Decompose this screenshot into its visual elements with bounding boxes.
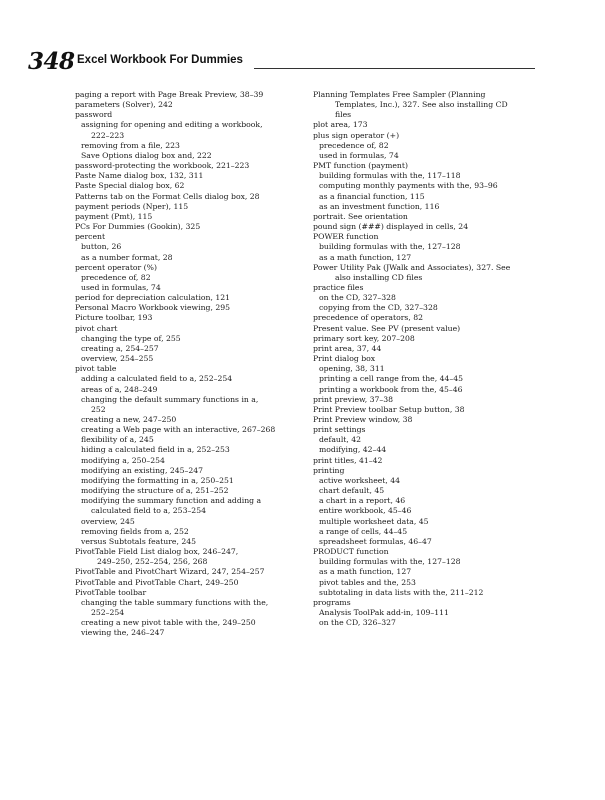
index-subentry: viewing the, 246–247 (81, 628, 165, 638)
index-subentry: hiding a calculated field in a, 252–253 (81, 445, 230, 455)
index-entry: print titles, 41–42 (313, 455, 383, 465)
index-subentry: modifying a, 250–254 (81, 455, 165, 465)
index-subentry: subtotaling in data lists with the, 211–212 (319, 587, 484, 597)
index-subentry: precedence of, 82 (81, 272, 151, 282)
index-entry: Paste Special dialog box, 62 (75, 181, 185, 191)
index-subentry: default, 42 (319, 435, 362, 445)
index-entry: PivotTable and PivotChart Wizard, 247, 254–257 (75, 567, 265, 577)
index-subentry: used in formulas, 74 (81, 282, 161, 292)
index-subentry: active worksheet, 44 (319, 475, 401, 485)
index-subentry: as a financial function, 115 (319, 191, 425, 201)
index-entry: print preview, 37–38 (313, 394, 393, 404)
index-entry: PivotTable toolbar (75, 587, 147, 597)
index-entry: Patterns tab on the Format Cells dialog box, 28 (75, 191, 260, 201)
index-entry: payment periods (Nper), 115 (75, 201, 189, 211)
index-entry: Paste Name dialog box, 132, 311 (75, 171, 204, 181)
index-entry: precedence of operators, 82 (313, 313, 424, 323)
index-subentry: Analysis ToolPak add-in, 109–111 (319, 607, 449, 617)
index-entry: password-protecting the workbook, 221–223 (75, 161, 250, 171)
page-number: 348 (28, 48, 75, 75)
index-subentry: opening, 38, 311 (319, 364, 385, 374)
index-subentry: button, 26 (81, 242, 122, 252)
index-subentry: changing the table summary functions with the, (81, 597, 269, 607)
index-entry: Picture toolbar, 193 (75, 313, 153, 323)
index-entry: plot area, 173 (313, 120, 368, 130)
index-subentry: creating a new pivot table with the, 249–250 (81, 618, 256, 628)
book-title: Excel Workbook For Dummies (77, 54, 243, 66)
index-entry: PMT function (payment) (313, 161, 408, 171)
index-subentry: creating a new, 247–250 (81, 415, 177, 424)
index-subentry: adding a calculated field to a, 252–254 (81, 374, 233, 384)
index-entry: parameters (Solver), 242 (75, 100, 173, 110)
index-entry: paging a report with Page Break Preview, 38–39 (75, 90, 264, 99)
index-subentry: building formulas with the, 127–128 (319, 242, 461, 252)
index-entry: password (75, 110, 113, 120)
index-entry: Personal Macro Workbook viewing, 295 (75, 303, 231, 313)
index-entry: PCs For Dummies (Gookin), 325 (75, 222, 201, 232)
index-subentry: building formulas with the, 127–128 (319, 557, 461, 567)
index-subentry: calculated field to a, 253–254 (91, 506, 206, 516)
index-subentry: 252–254 (91, 607, 125, 617)
index-subentry: modifying the summary function and adding a (81, 496, 262, 506)
index-subentry: modifying the formatting in a, 250–251 (81, 475, 234, 485)
header-rule (254, 68, 535, 69)
index-subentry: Save Options dialog box and, 222 (81, 150, 212, 160)
index-entry: programs (313, 597, 351, 607)
index-entry: PivotTable Field List dialog box, 246–247, (75, 547, 239, 557)
index-subentry: printing a workbook from the, 45–46 (319, 384, 463, 394)
index-subentry: as a math function, 127 (319, 567, 412, 577)
index-subentry: pivot tables and the, 253 (319, 577, 416, 587)
index-subentry: as a number format, 28 (81, 252, 173, 262)
index-subentry: removing fields from a, 252 (81, 526, 189, 536)
index-entry: percent (75, 232, 106, 242)
index-entry: PRODUCT function (313, 547, 389, 557)
index-entry: Print Preview window, 38 (313, 415, 413, 424)
index-subentry: areas of a, 248–249 (81, 384, 158, 394)
index-subentry: on the CD, 326–327 (319, 618, 396, 628)
index-subentry: a chart in a report, 46 (319, 496, 406, 506)
index-entry: period for depreciation calculation, 121 (75, 293, 231, 303)
index-entry: print area, 37, 44 (313, 343, 382, 353)
index-subentry: flexibility of a, 245 (81, 435, 154, 445)
index-entry: print settings (313, 425, 366, 435)
index-subentry: chart default, 45 (319, 486, 385, 496)
index-entry: pivot chart (75, 323, 118, 333)
index-subentry: 252 (91, 404, 106, 414)
index-subentry: changing the type of, 255 (81, 333, 181, 343)
index-entry: percent operator (%) (75, 262, 157, 272)
index-entry: Planning Templates Free Sampler (Planning (313, 90, 486, 99)
index-subentry: overview, 245 (81, 516, 135, 526)
index-entry: Print dialog box (313, 354, 376, 364)
index-subentry: versus Subtotals feature, 245 (81, 536, 197, 546)
index-subentry: printing a cell range from the, 44–45 (319, 374, 464, 384)
index-entry: printing (313, 465, 345, 475)
index-subentry: on the CD, 327–328 (319, 293, 396, 303)
index-subentry: assigning for opening and editing a workbook, (81, 120, 263, 130)
index-subentry: 222–223 (91, 130, 125, 140)
index-entry: practice files (313, 282, 364, 292)
index-subentry: files (335, 110, 352, 120)
index-subentry: Templates, Inc.), 327. See also installing CD (335, 100, 508, 110)
running-header (28, 46, 535, 76)
index-entry: plus sign operator (+) (313, 130, 400, 140)
index-subentry: modifying an existing, 245–247 (81, 465, 204, 475)
index-entry: pound sign (###) displayed in cells, 24 (313, 222, 469, 232)
index-subentry: building formulas with the, 117–118 (319, 171, 461, 181)
index-column-left (75, 90, 297, 638)
index-subentry: overview, 254–255 (81, 354, 154, 364)
index-subentry: used in formulas, 74 (319, 150, 399, 160)
index-subentry: copying from the CD, 327–328 (319, 303, 438, 313)
index-subentry: creating a, 254–257 (81, 343, 159, 353)
index-subentry: 249–250, 252–254, 256, 268 (97, 557, 208, 567)
index-subentry: entire workbook, 45–46 (319, 506, 412, 516)
index-entry: POWER function (313, 232, 379, 242)
index-subentry: modifying, 42–44 (319, 445, 387, 455)
index-subentry: removing from a file, 223 (81, 140, 180, 150)
index-subentry: modifying the structure of a, 251–252 (81, 486, 229, 496)
index-entry: portrait. See orientation (313, 211, 408, 221)
index-entry: Power Utility Pak (JWalk and Associates), 327. See (313, 262, 511, 272)
index-entry: primary sort key, 207–208 (313, 333, 415, 343)
index-entry: Present value. See PV (present value) (313, 323, 461, 333)
index-subentry: computing monthly payments with the, 93–96 (319, 181, 498, 191)
index-subentry: precedence of, 82 (319, 140, 389, 150)
index-entry: payment (Pmt), 115 (75, 211, 153, 221)
index-subentry: changing the default summary functions in a, (81, 394, 259, 404)
index-subentry: a range of cells, 44–45 (319, 526, 408, 536)
index-subentry: creating a Web page with an interactive, 267–268 (81, 425, 276, 435)
index-subentry: also installing CD files (335, 272, 423, 282)
index-entry: pivot table (75, 364, 117, 374)
index-subentry: as an investment function, 116 (319, 201, 440, 211)
index-subentry: spreadsheet formulas, 46–47 (319, 536, 432, 546)
index-column-right (313, 90, 535, 628)
index-entry: Print Preview toolbar Setup button, 38 (313, 404, 465, 414)
index-subentry: multiple worksheet data, 45 (319, 516, 429, 526)
index-entry: PivotTable and PivotTable Chart, 249–250 (75, 577, 239, 587)
index-subentry: as a math function, 127 (319, 252, 412, 262)
